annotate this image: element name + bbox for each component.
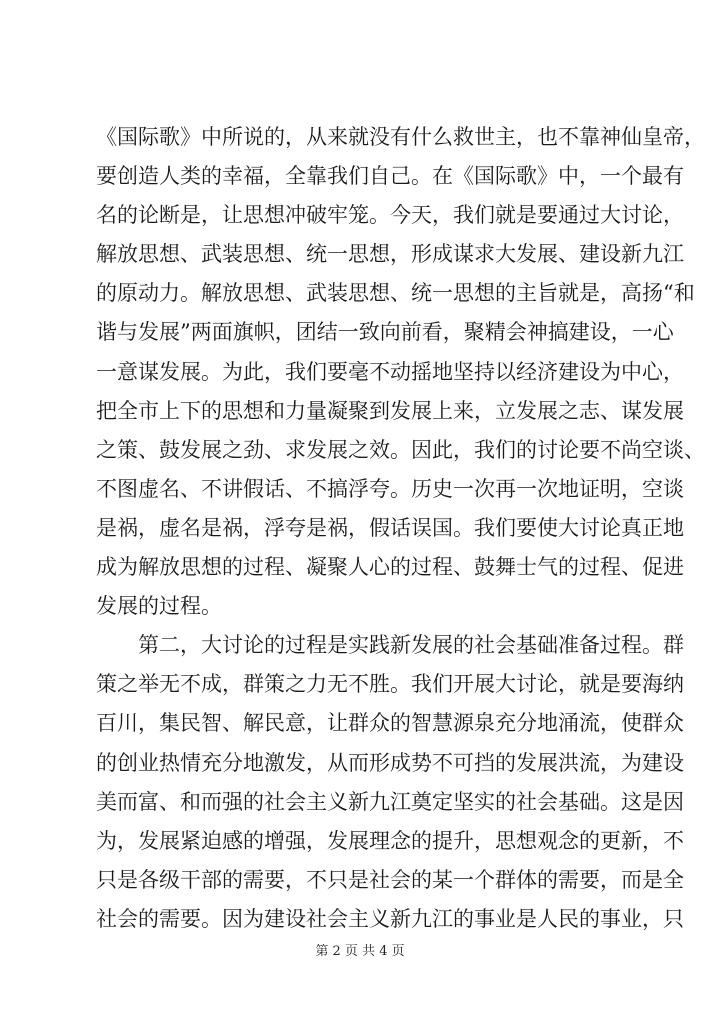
paragraph-line: 百川，集民智、解民意，让群众的智慧源泉充分地涌流，使群众 <box>96 711 684 736</box>
paragraph-line: 社会的需要。因为建设社会主义新九江的事业是人民的事业，只 <box>96 906 684 931</box>
paragraph-line: 之策、鼓发展之劲、求发展之效。因此，我们的讨论要不尚空谈、 <box>96 437 705 462</box>
paragraph-line: 策之举无不成，群策之力无不胜。我们开展大讨论，就是要海纳 <box>96 672 684 697</box>
page-number-footer: 第 2 页 共 4 页 <box>315 944 405 959</box>
paragraph-line: 为，发展紧迫感的增强，发展理念的提升，思想观念的更新，不 <box>96 828 684 853</box>
paragraph-line: 是祸，虚名是祸，浮夸是祸，假话误国。我们要使大讨论真正地 <box>96 515 684 540</box>
paragraph-line: 把全市上下的思想和力量凝聚到发展上来，立发展之志、谋发展 <box>96 398 684 423</box>
body-text <box>96 118 705 939</box>
paragraph-line: 的创业热情充分地激发，从而形成势不可挡的发展洪流，为建设 <box>96 750 684 775</box>
paragraph-line: 一意谋发展。为此，我们要毫不动摇地坚持以经济建设为中心， <box>96 359 684 384</box>
paragraph-line: 成为解放思想的过程、凝聚人心的过程、鼓舞士气的过程、促进 <box>96 555 684 580</box>
paragraph-line: 第二，大讨论的过程是实践新发展的社会基础准备过程。群 <box>138 633 684 658</box>
paragraph-line: 发展的过程。 <box>96 594 222 619</box>
paragraph-line: 的原动力。解放思想、武装思想、统一思想的主旨就是，高扬“和 <box>96 281 695 306</box>
paragraph-line: 不图虚名、不讲假话、不搞浮夸。历史一次再一次地证明，空谈 <box>96 476 684 501</box>
paragraph-line: 谐与发展”两面旗帜，团结一致向前看，聚精会神搞建设，一心 <box>96 320 674 345</box>
paragraph-line: 要创造人类的幸福，全靠我们自己。在《国际歌》中，一个最有 <box>96 164 684 189</box>
paragraph-line: 只是各级干部的需要，不只是社会的某一个群体的需要，而是全 <box>96 867 684 892</box>
paragraph-line: 名的论断是，让思想冲破牢笼。今天，我们就是要通过大讨论， <box>96 203 684 228</box>
paragraph-line: 解放思想、武装思想、统一思想，形成谋求大发展、建设新九江 <box>96 242 684 267</box>
paragraph-line: 美而富、和而强的社会主义新九江奠定坚实的社会基础。这是因 <box>96 789 684 814</box>
paragraph-line: 《国际歌》中所说的，从来就没有什么救世主，也不靠神仙皇帝， <box>96 125 705 149</box>
